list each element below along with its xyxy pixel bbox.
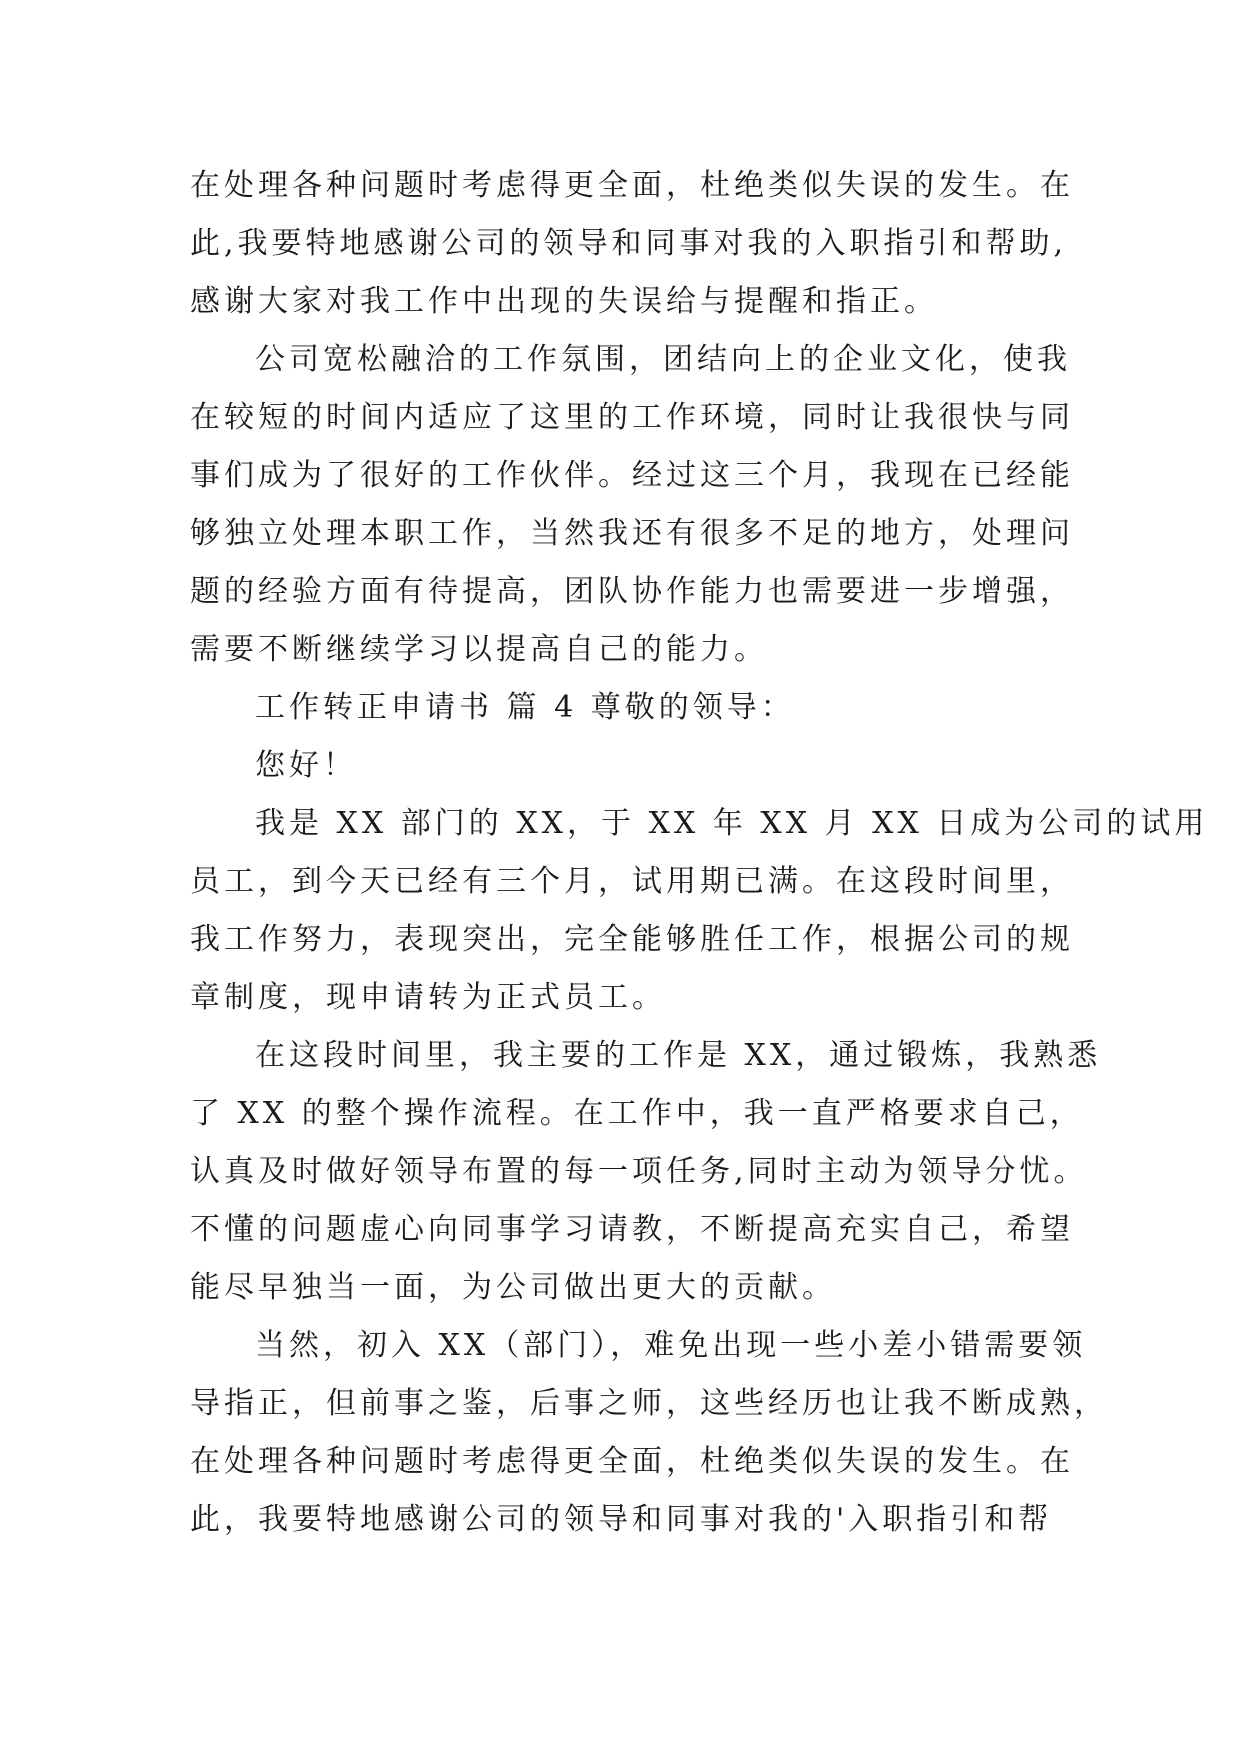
- text-line: 题的经验方面有待提高，团队协作能力也需要进一步增强，: [190, 574, 1074, 609]
- text-line: 此,我要特地感谢公司的领导和同事对我的入职指引和帮助,: [190, 226, 1068, 261]
- text-line: 章制度，现申请转为正式员工。: [190, 980, 666, 1015]
- text-line: 我工作努力，表现突出，完全能够胜任工作，根据公司的规: [190, 922, 1074, 957]
- section-heading-line: 工作转正申请书 篇 4 尊敬的领导：: [255, 690, 795, 725]
- text-line: 事们成为了很好的工作伙伴。经过这三个月，我现在已经能: [190, 458, 1074, 493]
- text-line: 在处理各种问题时考虑得更全面，杜绝类似失误的发生。在: [190, 1444, 1074, 1479]
- paragraph-start-line: 在这段时间里，我主要的工作是 XX，通过锻炼，我熟悉: [255, 1038, 1102, 1073]
- paragraph-start-line: 当然，初入 XX（部门），难免出现一些小差小错需要领: [255, 1328, 1087, 1363]
- greeting-line: 您好！: [255, 748, 357, 783]
- paragraph-start-line: 公司宽松融洽的工作氛围，团结向上的企业文化，使我: [255, 342, 1071, 377]
- paragraph-start-line: 我是 XX 部门的 XX，于 XX 年 XX 月 XX 日成为公司的试用: [255, 806, 1209, 841]
- text-line: 员工，到今天已经有三个月，试用期已满。在这段时间里，: [190, 864, 1074, 899]
- text-line: 能尽早独当一面，为公司做出更大的贡献。: [190, 1270, 836, 1305]
- text-line: 认真及时做好领导布置的每一项任务,同时主动为领导分忧。: [190, 1154, 1088, 1189]
- text-line: 在处理各种问题时考虑得更全面，杜绝类似失误的发生。在: [190, 168, 1074, 203]
- text-line: 此，我要特地感谢公司的领导和同事对我的'入职指引和帮: [190, 1502, 1053, 1537]
- text-line: 感谢大家对我工作中出现的失误给与提醒和指正。: [190, 284, 938, 319]
- text-line: 导指正，但前事之鉴，后事之师，这些经历也让我不断成熟，: [190, 1386, 1108, 1421]
- text-line: 不懂的问题虚心向同事学习请教，不断提高充实自己，希望: [190, 1212, 1074, 1247]
- text-line: 够独立处理本职工作，当然我还有很多不足的地方，处理问: [190, 516, 1074, 551]
- text-line: 了 XX 的整个操作流程。在工作中，我一直严格要求自己，: [190, 1096, 1084, 1131]
- text-line: 在较短的时间内适应了这里的工作环境，同时让我很快与同: [190, 400, 1074, 435]
- text-line: 需要不断继续学习以提高自己的能力。: [190, 632, 768, 667]
